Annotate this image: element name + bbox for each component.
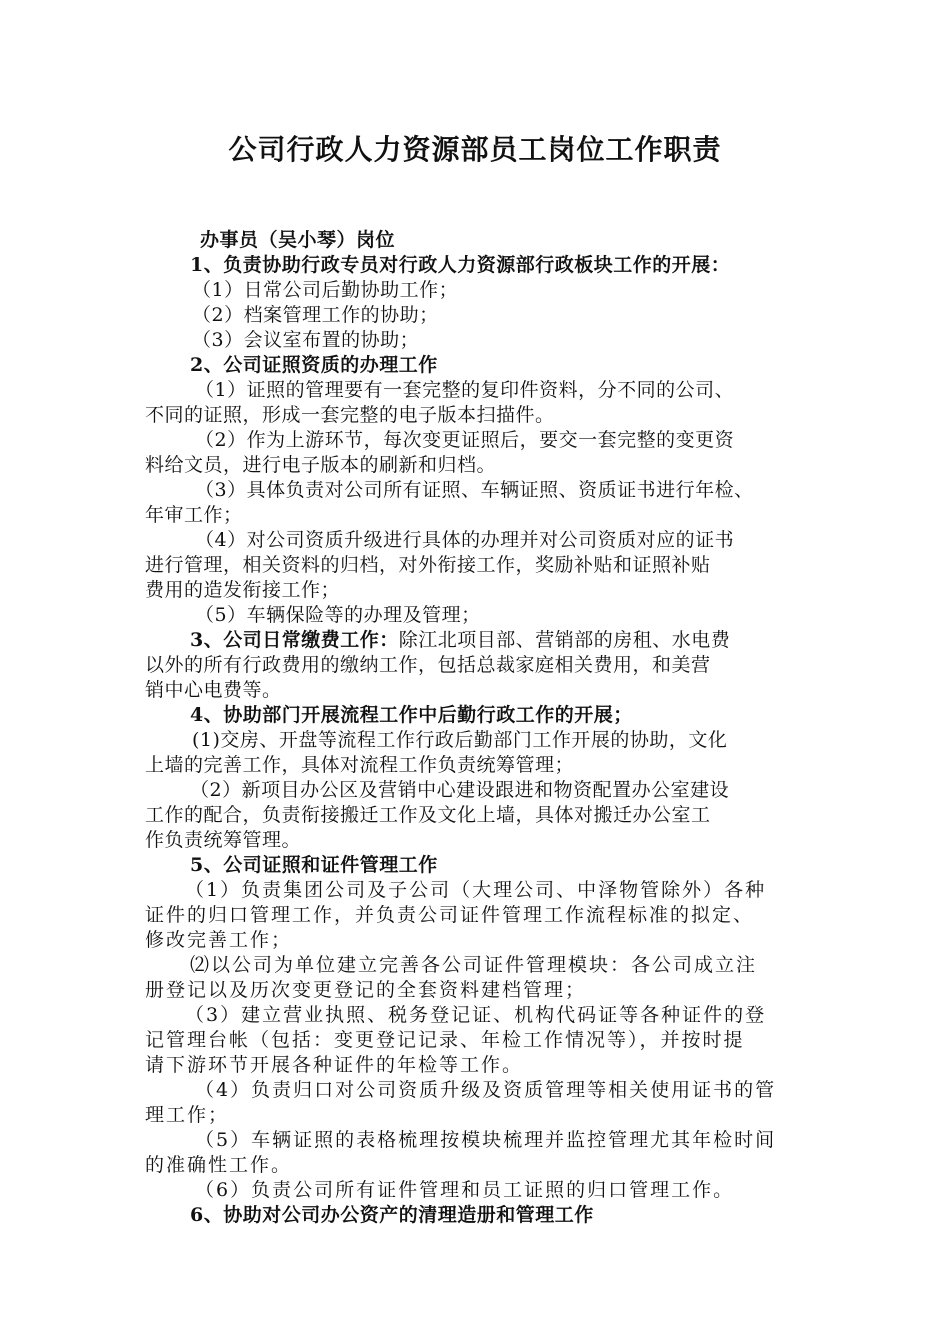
section-4-item-1-line-1: (1)交房、开盘等流程工作行政后勤部门工作开展的协助，文化 <box>192 729 728 751</box>
section-2-item-5: （5）车辆保险等的办理及管理； <box>195 604 481 626</box>
section-5-item-4-line-1: （4）负责归口对公司资质升级及资质管理等相关使用证书的管 <box>195 1079 777 1101</box>
section-2-heading: 2、公司证照资质的办理工作 <box>190 354 438 376</box>
section-5-item-2-line-1: ⑵以公司为单位建立完善各公司证件管理模块：各公司成立注 <box>190 954 758 976</box>
section-2-item-2-line-2: 料给文员，进行电子版本的刷新和归档。 <box>145 454 497 476</box>
section-5-item-5-line-1: （5）车辆证照的表格梳理按模块梳理并监控管理尤其年检时间 <box>195 1129 777 1151</box>
section-5-item-1-line-2: 证件的归口管理工作，并负责公司证件管理工作流程标准的拟定、 <box>145 904 755 926</box>
section-5-item-2-line-2: 册登记以及历次变更登记的全套资料建档管理； <box>145 979 587 1001</box>
section-4-item-2-line-2: 工作的配合，负责衔接搬迁工作及文化上墙，具体对搬迁办公室工 <box>145 804 711 826</box>
section-4-item-2-line-1: （2）新项目办公区及营销中心建设跟进和物资配置办公室建设 <box>190 779 730 801</box>
section-5-item-3-line-2: 记管理台帐（包括：变更登记记录、年检工作情况等），并按时提 <box>145 1029 745 1051</box>
section-2-item-3-line-2: 年审工作； <box>145 504 243 526</box>
section-6-heading: 6、协助对公司办公资产的清理造册和管理工作 <box>190 1204 594 1226</box>
section-2-item-4-line-1: （4）对公司资质升级进行具体的办理并对公司资质对应的证书 <box>195 529 735 551</box>
section-3-title: 3、公司日常缴费工作： <box>190 629 399 651</box>
section-2-item-3-line-1: （3）具体负责对公司所有证照、车辆证照、资质证书进行年检、 <box>195 479 754 501</box>
section-3-body-line-2: 以外的所有行政费用的缴纳工作，包括总裁家庭相关费用，和美营 <box>145 654 711 676</box>
section-5-item-1-line-1: （1）负责集团公司及子公司（大理公司、中泽物管除外）各种 <box>185 879 767 901</box>
section-2-item-1-line-1: （1）证照的管理要有一套完整的复印件资料，分不同的公司、 <box>195 379 735 401</box>
section-5-item-4-line-2: 理工作； <box>145 1104 230 1126</box>
section-3-body-start: 除江北项目部、营销部的房租、水电费 <box>398 629 731 651</box>
section-2-item-1-line-2: 不同的证照，形成一套完整的电子版本扫描件。 <box>145 404 555 426</box>
document-title: 公司行政人力资源部员工岗位工作职责 <box>228 133 722 166</box>
section-4-item-1-line-2: 上墙的完善工作，具体对流程工作负责统筹管理； <box>145 754 575 776</box>
section-2-item-4-line-2: 进行管理，相关资料的归档，对外衔接工作，奖励补贴和证照补贴 <box>145 554 711 576</box>
section-5-item-1-line-3: 修改完善工作； <box>145 929 293 951</box>
section-2-item-4-line-3: 费用的造发衔接工作； <box>145 579 341 601</box>
section-5-heading: 5、公司证照和证件管理工作 <box>190 854 438 876</box>
section-5-item-6: （6）负责公司所有证件管理和员工证照的归口管理工作。 <box>195 1179 735 1201</box>
section-5-item-5-line-2: 的准确性工作。 <box>145 1154 293 1176</box>
section-3-body-line-3: 销中心电费等。 <box>145 679 282 701</box>
section-1-item-2: （2）档案管理工作的协助； <box>192 304 439 326</box>
section-2-item-2-line-1: （2）作为上游环节，每次变更证照后，要交一套完整的变更资 <box>195 429 735 451</box>
section-1-heading: 1、负责协助行政专员对行政人力资源部行政板块工作的开展： <box>190 254 731 276</box>
section-3-heading <box>190 628 730 653</box>
section-5-item-3-line-1: （3）建立营业执照、税务登记证、机构代码证等各种证件的登 <box>185 1004 767 1026</box>
position-heading: 办事员（吴小琴）岗位 <box>200 229 396 251</box>
section-1-item-3: （3）会议室布置的协助； <box>192 329 420 351</box>
section-5-item-3-line-3: 请下游环节开展各种证件的年检等工作。 <box>145 1054 524 1076</box>
section-4-item-2-line-3: 作负责统筹管理。 <box>145 829 302 851</box>
section-4-heading: 4、协助部门开展流程工作中后勤行政工作的开展； <box>190 704 633 726</box>
section-1-item-1: （1）日常公司后勤协助工作； <box>192 279 459 301</box>
